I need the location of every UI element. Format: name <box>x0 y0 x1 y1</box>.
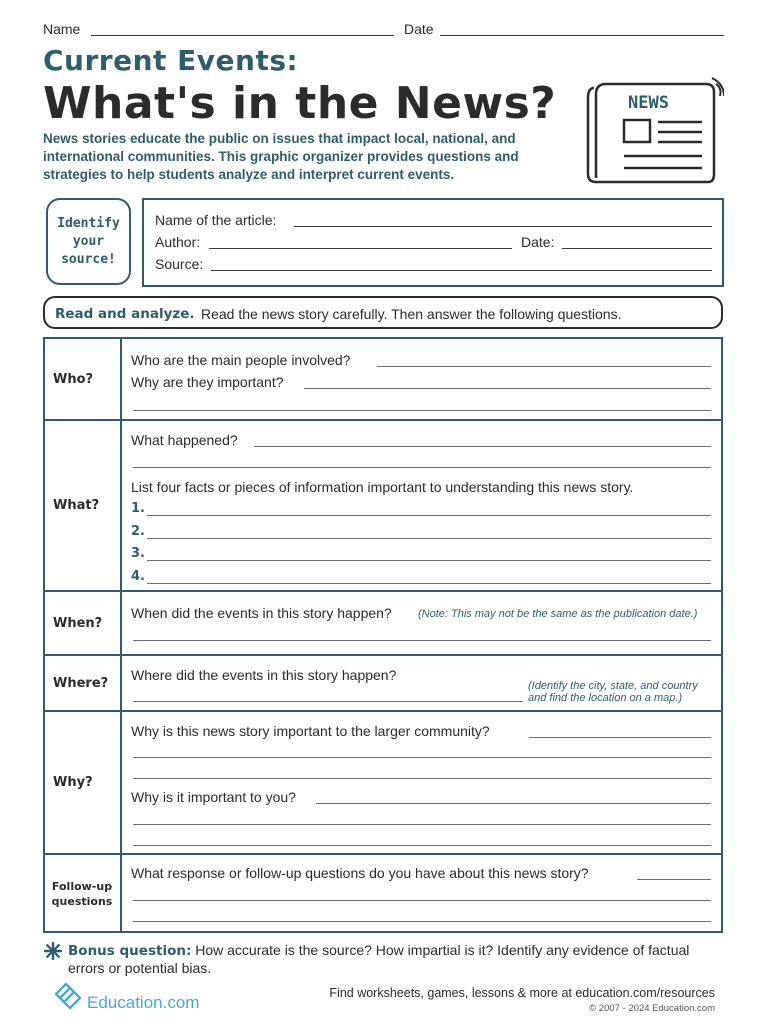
where-answer-1[interactable] <box>133 701 523 702</box>
what-question-1: What happened? <box>131 432 238 448</box>
source-badge-line1: Identify <box>57 216 120 231</box>
why-question-1: Why is this news story important to the larger community? <box>131 723 490 739</box>
fact-answer-4[interactable] <box>147 583 711 584</box>
source-badge <box>46 198 131 285</box>
what-answer-2[interactable] <box>133 467 711 468</box>
article-name-field[interactable] <box>294 226 712 227</box>
newspaper-icon <box>584 74 724 186</box>
source-badge-line2: your <box>72 234 105 249</box>
question-table <box>43 337 723 933</box>
where-question-1: Where did the events in this story happen? <box>131 667 397 683</box>
fact-answer-2[interactable] <box>147 538 711 539</box>
author-label: Author: <box>155 234 201 250</box>
bonus-label: Bonus question: <box>68 943 192 959</box>
date-field[interactable] <box>440 35 724 36</box>
who-answer-2[interactable] <box>304 388 711 389</box>
why-answer-1[interactable] <box>529 737 711 738</box>
bonus-text: How accurate is the source? How impartial is it? Identify any evidence of factual errors or potential bias. <box>68 942 690 976</box>
what-answer-1[interactable] <box>254 446 711 447</box>
star-burst-icon <box>44 942 62 960</box>
row-label-where: Where? <box>53 676 109 691</box>
read-analyze-label: Read and analyze. <box>55 306 195 322</box>
footer-tagline[interactable]: Find worksheets, games, lessons & more at education.com/resources <box>329 986 715 1000</box>
row-divider-where <box>43 710 723 712</box>
date-label: Date <box>404 21 434 37</box>
row-label-when: When? <box>53 616 103 631</box>
intro-paragraph: News stories educate the public on issues that impact local, national, and international communities. This graphic organizer provides questions and strategies to help students analyze and interpret current events. <box>43 131 519 182</box>
row-divider-who <box>43 419 723 421</box>
why-question-2: Why is it important to you? <box>131 789 296 805</box>
page-title: What's in the News? <box>43 78 557 129</box>
row-label-who: Who? <box>53 372 94 387</box>
where-note-line2: and find the location on a map.) <box>528 692 683 704</box>
read-analyze-text: Read the news story carefully. Then answer the following questions. <box>201 306 622 322</box>
article-date-field[interactable] <box>562 248 712 249</box>
brand-name[interactable]: Education.com <box>87 993 200 1012</box>
name-field[interactable] <box>91 35 394 36</box>
newspaper-icon-text: NEWS <box>628 93 669 113</box>
who-answer-3[interactable] <box>133 410 711 411</box>
fact-number-1: 1. <box>131 501 145 516</box>
bonus-question <box>68 942 728 977</box>
author-field[interactable] <box>209 248 512 249</box>
row-divider-why <box>43 853 723 855</box>
footer-copyright: © 2007 - 2024 Education.com <box>589 1003 715 1014</box>
read-analyze-bar <box>43 296 723 329</box>
source-label: Source: <box>155 256 204 272</box>
why-answer-5[interactable] <box>133 824 711 825</box>
row-label-why: Why? <box>53 775 93 790</box>
table-column-divider <box>120 337 122 933</box>
why-answer-4[interactable] <box>316 803 711 804</box>
fact-answer-3[interactable] <box>147 560 711 561</box>
why-answer-3[interactable] <box>133 778 711 779</box>
source-badge-line3: source! <box>61 252 116 267</box>
fact-number-2: 2. <box>131 524 145 539</box>
followup-answer-2[interactable] <box>133 900 711 901</box>
row-divider-when <box>43 654 723 656</box>
source-field[interactable] <box>211 270 712 271</box>
article-date-label: Date: <box>521 234 555 250</box>
followup-label-line2: questions <box>51 895 113 908</box>
why-answer-2[interactable] <box>133 757 711 758</box>
who-question-1: Who are the main people involved? <box>131 352 351 368</box>
row-divider-what <box>43 590 723 592</box>
fact-answer-1[interactable] <box>147 515 711 516</box>
fact-number-3: 3. <box>131 546 145 561</box>
why-answer-6[interactable] <box>133 845 711 846</box>
who-question-2: Why are they important? <box>131 374 284 390</box>
when-question-1: When did the events in this story happen? <box>131 605 392 621</box>
fact-number-4: 4. <box>131 569 145 584</box>
where-note-line1: (Identify the city, state, and country <box>528 680 698 692</box>
when-answer-1[interactable] <box>133 640 711 641</box>
education-logo-icon <box>52 980 84 1012</box>
what-question-2: List four facts or pieces of information important to understanding this news story. <box>131 479 634 495</box>
name-label: Name <box>43 21 81 37</box>
title-subheading: Current Events: <box>43 44 299 77</box>
followup-question-1: What response or follow-up questions do you have about this news story? <box>131 865 589 881</box>
when-note: (Note: This may not be the same as the publication date.) <box>418 608 698 620</box>
who-answer-1[interactable] <box>377 366 711 367</box>
article-name-label: Name of the article: <box>155 212 277 228</box>
row-label-followup <box>50 879 114 909</box>
followup-answer-3[interactable] <box>133 921 711 922</box>
followup-label-line1: Follow-up <box>51 880 113 893</box>
followup-answer-1[interactable] <box>637 879 711 880</box>
row-label-what: What? <box>53 498 100 513</box>
